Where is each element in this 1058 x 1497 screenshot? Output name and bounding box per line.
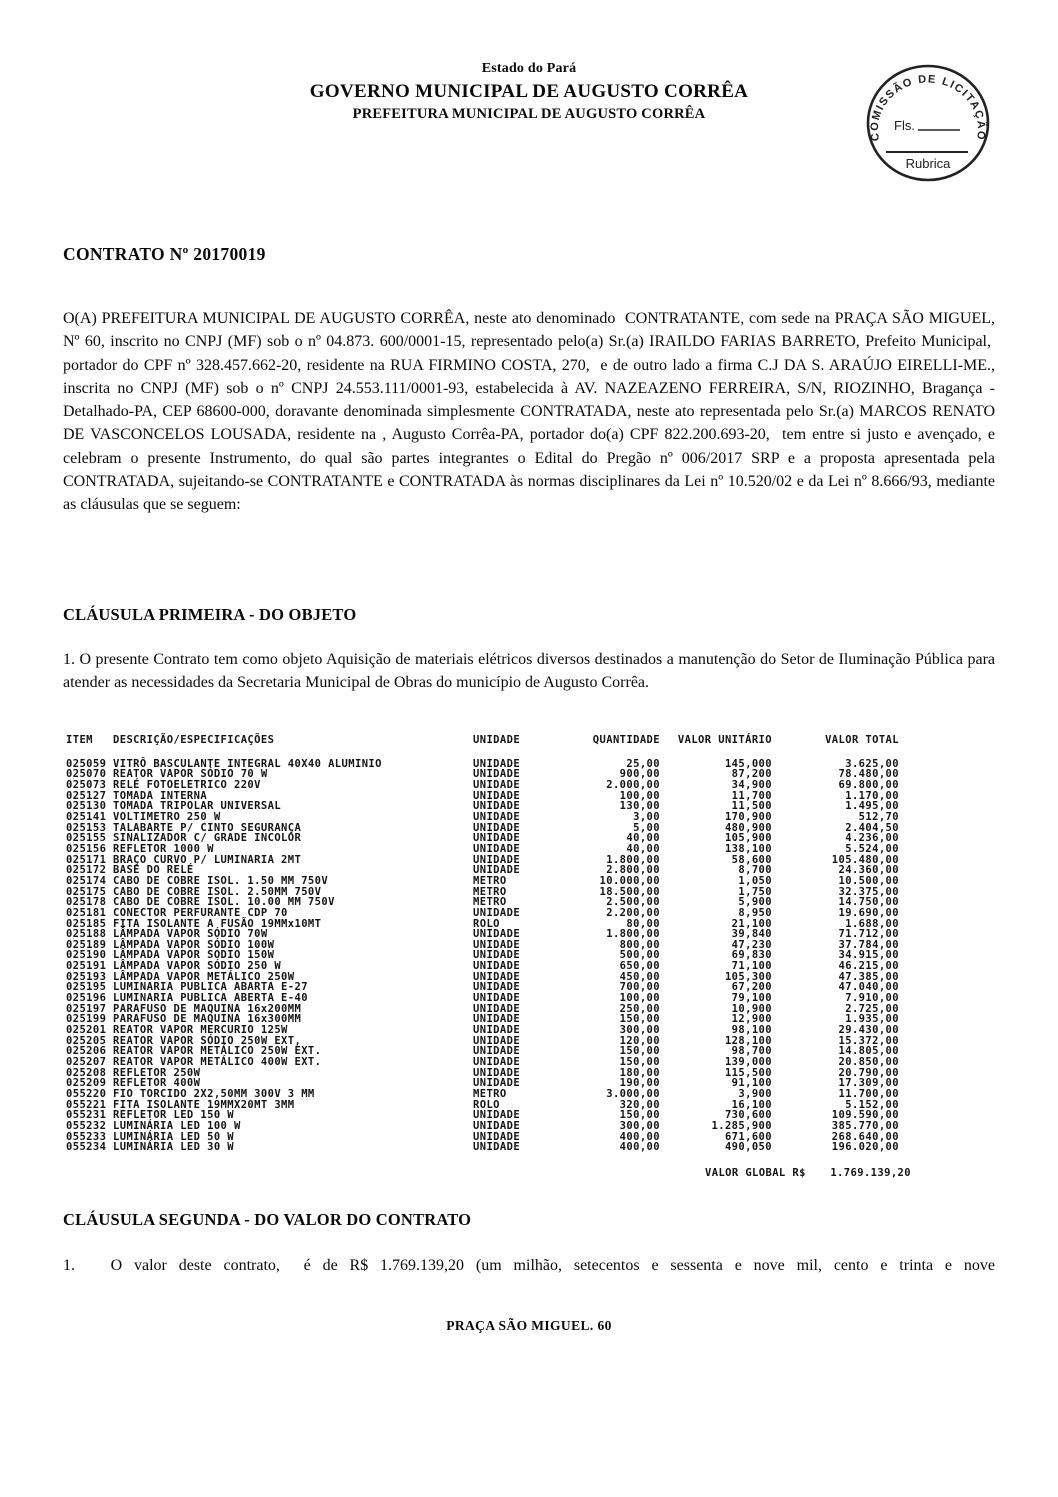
cell-descricao: CABO DE COBRE ISOL. 1.50 MM 750V bbox=[113, 874, 329, 887]
cell-valor-total: 10.500,00 bbox=[838, 874, 899, 887]
cell-descricao: SINALIZADOR C/ GRADE INCOLOR bbox=[113, 832, 302, 845]
cell-item: 025172 bbox=[66, 864, 107, 877]
cell-unidade: UNIDADE bbox=[473, 768, 521, 781]
cell-descricao: REFLETOR 250W bbox=[113, 1066, 201, 1079]
cell-item: 055232 bbox=[66, 1119, 107, 1132]
cell-unidade: METRO bbox=[473, 1088, 507, 1100]
cell-unidade: UNIDADE bbox=[473, 1013, 521, 1026]
cell-unidade: ROLO bbox=[473, 917, 500, 930]
licitation-stamp bbox=[864, 62, 992, 184]
cell-item: 025195 bbox=[66, 981, 107, 994]
cell-unidade: UNIDADE bbox=[473, 778, 521, 791]
cell-descricao: LÂMPADA VAPOR METÁLICO 250W bbox=[113, 970, 295, 983]
cell-valor-unitario: 91,100 bbox=[731, 1077, 772, 1090]
cell-quantidade: 150,00 bbox=[619, 1056, 660, 1069]
cell-item: 025206 bbox=[66, 1045, 107, 1058]
cell-quantidade: 320,00 bbox=[619, 1098, 660, 1111]
col-header-unidade: UNIDADE bbox=[473, 734, 521, 746]
cell-item: 025190 bbox=[66, 949, 107, 962]
cell-valor-total: 109.590,00 bbox=[831, 1109, 899, 1122]
cell-valor-total: 2.725,00 bbox=[845, 1002, 899, 1015]
cell-valor-total: 1.688,00 bbox=[845, 917, 899, 930]
cell-unidade: UNIDADE bbox=[473, 1045, 521, 1058]
cell-unidade: UNIDADE bbox=[473, 1066, 521, 1079]
cell-descricao: TOMADA TRIPOLAR UNIVERSAL bbox=[113, 800, 282, 813]
cell-quantidade: 450,00 bbox=[619, 970, 660, 983]
cell-valor-unitario: 16,100 bbox=[731, 1098, 772, 1111]
cell-valor-total: 268.640,00 bbox=[831, 1130, 899, 1143]
cell-quantidade: 150,00 bbox=[619, 1045, 660, 1058]
cell-unidade: UNIDADE bbox=[473, 1056, 521, 1069]
cell-quantidade: 800,00 bbox=[619, 938, 660, 951]
item-row bbox=[66, 812, 899, 823]
cell-quantidade: 190,00 bbox=[619, 1077, 660, 1090]
clause1-body: 1. O presente Contrato tem como objeto Aquisição de materiais elétricos diversos destinados a manutenção do Setor de Iluminação Pública para atender as necessidades da Secretaria Municipal de Obras do município de Augusto Corrêa. bbox=[63, 651, 995, 692]
cell-quantidade: 40,00 bbox=[626, 842, 660, 855]
cell-unidade: UNIDADE bbox=[473, 1024, 521, 1037]
cell-unidade: UNIDADE bbox=[473, 853, 521, 866]
cell-item: 025155 bbox=[66, 832, 107, 845]
clause1-heading: CLÁUSULA PRIMEIRA - DO OBJETO bbox=[63, 605, 357, 624]
items-table bbox=[66, 735, 899, 1153]
cell-descricao: LUMINÁRIA LED 100 W bbox=[113, 1119, 241, 1132]
global-total-label: VALOR GLOBAL R$ bbox=[705, 1167, 806, 1179]
item-row bbox=[66, 908, 899, 919]
cell-valor-unitario: 11,500 bbox=[731, 800, 772, 813]
cell-descricao: REFLETOR 400W bbox=[113, 1077, 201, 1090]
cell-quantidade: 2.800,00 bbox=[606, 864, 660, 877]
stamp-rubrica-label: Rubrica bbox=[905, 156, 951, 171]
cell-valor-total: 1.495,00 bbox=[845, 800, 899, 813]
cell-valor-unitario: 47,230 bbox=[731, 938, 772, 951]
cell-unidade: UNIDADE bbox=[473, 992, 521, 1005]
cell-item: 055221 bbox=[66, 1098, 107, 1111]
stamp-fls-label: Fls. bbox=[894, 118, 915, 133]
cell-item: 055233 bbox=[66, 1130, 107, 1143]
cell-valor-unitario: 3,900 bbox=[738, 1088, 772, 1100]
cell-quantidade: 180,00 bbox=[619, 1066, 660, 1079]
cell-valor-total: 69.800,00 bbox=[838, 778, 899, 791]
cell-unidade: METRO bbox=[473, 874, 507, 887]
cell-descricao: LUMINÁRIA LED 50 W bbox=[113, 1130, 234, 1143]
cell-valor-unitario: 5,900 bbox=[738, 896, 772, 909]
cell-valor-unitario: 1,050 bbox=[738, 874, 772, 887]
cell-valor-unitario: 671,600 bbox=[724, 1130, 772, 1143]
cell-descricao: LUMINARIA PUBLICA ABARTA E-27 bbox=[113, 981, 308, 994]
cell-quantidade: 10.000,00 bbox=[599, 874, 660, 887]
cell-valor-unitario: 115,500 bbox=[724, 1066, 772, 1079]
cell-valor-unitario: 71,100 bbox=[731, 960, 772, 973]
cell-item: 025073 bbox=[66, 778, 107, 791]
cell-quantidade: 700,00 bbox=[619, 981, 660, 994]
cell-valor-total: 32.375,00 bbox=[838, 885, 899, 898]
cell-descricao: REATOR VAPOR SÓDIO 250W EXT, bbox=[113, 1034, 302, 1047]
cell-descricao: PARAFUSO DE MAQUINA 16x300MM bbox=[113, 1013, 302, 1026]
cell-quantidade: 1.800,00 bbox=[606, 853, 660, 866]
cell-descricao: REATOR VAPOR SÓDIO 70 W bbox=[113, 768, 268, 781]
cell-valor-total: 14.805,00 bbox=[838, 1045, 899, 1058]
cell-valor-unitario: 139,000 bbox=[724, 1056, 772, 1069]
col-header-descricao: DESCRIÇÃO/ESPECIFICAÇÕES bbox=[113, 734, 275, 746]
cell-quantidade: 650,00 bbox=[619, 960, 660, 973]
cell-quantidade: 300,00 bbox=[619, 1024, 660, 1037]
cell-item: 055231 bbox=[66, 1109, 107, 1122]
item-row bbox=[66, 844, 899, 855]
cell-valor-total: 46.215,00 bbox=[838, 960, 899, 973]
cell-valor-unitario: 39,840 bbox=[731, 928, 772, 941]
cell-valor-unitario: 21,100 bbox=[731, 917, 772, 930]
cell-valor-total: 3.625,00 bbox=[845, 757, 899, 770]
cell-unidade: UNIDADE bbox=[473, 789, 521, 802]
cell-valor-total: 78.480,00 bbox=[838, 768, 899, 781]
cell-valor-total: 11.700,00 bbox=[838, 1088, 899, 1100]
cell-valor-total: 14.750,00 bbox=[838, 896, 899, 909]
cell-valor-unitario: 730,600 bbox=[724, 1109, 772, 1122]
cell-valor-total: 15.372,00 bbox=[838, 1034, 899, 1047]
cell-valor-total: 71.712,00 bbox=[838, 928, 899, 941]
footer-address: PRAÇA SÃO MIGUEL. 60 bbox=[446, 1318, 612, 1333]
cell-item: 025174 bbox=[66, 874, 107, 887]
cell-item: 055220 bbox=[66, 1088, 107, 1100]
cell-quantidade: 150,00 bbox=[619, 1013, 660, 1026]
cell-valor-unitario: 145,000 bbox=[724, 757, 772, 770]
cell-quantidade: 18.500,00 bbox=[599, 885, 660, 898]
cell-item: 025185 bbox=[66, 917, 107, 930]
cell-valor-total: 37.784,00 bbox=[838, 938, 899, 951]
header-state-line: Estado do Pará bbox=[481, 61, 577, 76]
col-header-item: ITEM bbox=[66, 734, 93, 746]
header-prefecture-line: PREFEITURA MUNICIPAL DE AUGUSTO CORRÊA bbox=[352, 106, 706, 123]
cell-item: 025196 bbox=[66, 992, 107, 1005]
cell-quantidade: 80,00 bbox=[626, 917, 660, 930]
cell-unidade: UNIDADE bbox=[473, 1077, 521, 1090]
cell-unidade: UNIDADE bbox=[473, 757, 521, 770]
cell-item: 025189 bbox=[66, 938, 107, 951]
cell-valor-unitario: 58,600 bbox=[731, 853, 772, 866]
cell-quantidade: 400,00 bbox=[619, 1130, 660, 1143]
cell-descricao: FIO TORCIDO 2X2,50MM 300V 3 MM bbox=[113, 1088, 315, 1100]
cell-valor-total: 385.770,00 bbox=[831, 1119, 899, 1132]
cell-valor-unitario: 10,900 bbox=[731, 1002, 772, 1015]
cell-item: 025178 bbox=[66, 896, 107, 909]
col-header-valor-total: VALOR TOTAL bbox=[825, 734, 899, 746]
cell-descricao: FITA ISOLANTE A FUSÃO 19MMx10MT bbox=[113, 917, 322, 930]
global-total-line bbox=[705, 1167, 911, 1179]
cell-unidade: UNIDADE bbox=[473, 1002, 521, 1015]
cell-valor-total: 47.385,00 bbox=[838, 970, 899, 983]
cell-valor-unitario: 79,100 bbox=[731, 992, 772, 1005]
cell-valor-total: 34.915,00 bbox=[838, 949, 899, 962]
cell-item: 025153 bbox=[66, 821, 107, 834]
cell-unidade: UNIDADE bbox=[473, 832, 521, 845]
cell-valor-unitario: 480,900 bbox=[724, 821, 772, 834]
cell-item: 025181 bbox=[66, 906, 107, 919]
cell-descricao: LUMINÁRIA LED 30 W bbox=[113, 1141, 234, 1154]
cell-item: 025208 bbox=[66, 1066, 107, 1079]
cell-item: 025059 bbox=[66, 757, 107, 770]
cell-quantidade: 130,00 bbox=[619, 800, 660, 813]
cell-valor-total: 1.935,00 bbox=[845, 1013, 899, 1026]
cell-unidade: UNIDADE bbox=[473, 864, 521, 877]
cell-descricao: LUMINARIA PUBLICA ABERTA E-40 bbox=[113, 992, 308, 1005]
cell-descricao: REATOR VAPOR METÁLICO 400W EXT. bbox=[113, 1056, 322, 1069]
cell-valor-total: 512,70 bbox=[858, 810, 899, 823]
cell-descricao: PARAFUSO DE MAQUINA 16x200MM bbox=[113, 1002, 302, 1015]
cell-valor-total: 4.236,00 bbox=[845, 832, 899, 845]
cell-valor-unitario: 1.285,900 bbox=[711, 1119, 772, 1132]
cell-unidade: ROLO bbox=[473, 1098, 500, 1111]
cell-valor-total: 7.910,00 bbox=[845, 992, 899, 1005]
cell-valor-unitario: 170,900 bbox=[724, 810, 772, 823]
stamp-arc-text: COMISSÃO DE LICITAÇÃO bbox=[868, 73, 988, 142]
cell-quantidade: 1.800,00 bbox=[606, 928, 660, 941]
cell-valor-total: 5.152,00 bbox=[845, 1098, 899, 1111]
cell-unidade: UNIDADE bbox=[473, 810, 521, 823]
cell-valor-unitario: 138,100 bbox=[724, 842, 772, 855]
cell-unidade: UNIDADE bbox=[473, 1034, 521, 1047]
cell-unidade: UNIDADE bbox=[473, 1109, 521, 1122]
cell-quantidade: 900,00 bbox=[619, 768, 660, 781]
cell-item: 025070 bbox=[66, 768, 107, 781]
cell-unidade: UNIDADE bbox=[473, 842, 521, 855]
cell-descricao: LÂMPADA VAPOR SÓDIO 100W bbox=[113, 938, 275, 951]
cell-valor-unitario: 98,100 bbox=[731, 1024, 772, 1037]
cell-item: 025207 bbox=[66, 1056, 107, 1069]
cell-item: 025193 bbox=[66, 970, 107, 983]
cell-valor-unitario: 69,830 bbox=[731, 949, 772, 962]
cell-unidade: UNIDADE bbox=[473, 1119, 521, 1132]
cell-valor-unitario: 34,900 bbox=[731, 778, 772, 791]
cell-quantidade: 2.000,00 bbox=[606, 778, 660, 791]
cell-valor-total: 20.790,00 bbox=[838, 1066, 899, 1079]
cell-unidade: UNIDADE bbox=[473, 1130, 521, 1143]
cell-descricao: BASE DO RELÉ bbox=[113, 864, 194, 877]
cell-quantidade: 250,00 bbox=[619, 1002, 660, 1015]
cell-descricao: LÂMPADA VAPOR SÓDIO 250 W bbox=[113, 960, 282, 973]
cell-item: 025127 bbox=[66, 789, 107, 802]
cell-unidade: METRO bbox=[473, 896, 507, 909]
cell-descricao: CONECTOR PERFURANTE CDP 70 bbox=[113, 906, 288, 919]
col-header-quantidade: QUANTIDADE bbox=[592, 734, 660, 746]
cell-item: 025205 bbox=[66, 1034, 107, 1047]
cell-item: 025175 bbox=[66, 885, 107, 898]
cell-descricao: LÂMPADA VAPOR SÓDIO 70W bbox=[113, 928, 268, 941]
cell-descricao: REFLETOR 1000 W bbox=[113, 842, 214, 855]
cell-valor-unitario: 87,200 bbox=[731, 768, 772, 781]
cell-valor-total: 20.850,00 bbox=[838, 1056, 899, 1069]
cell-quantidade: 5,00 bbox=[633, 821, 660, 834]
cell-descricao: REATOR VAPOR METÁLICO 250W EXT. bbox=[113, 1045, 322, 1058]
cell-valor-unitario: 105,300 bbox=[724, 970, 772, 983]
cell-item: 025130 bbox=[66, 800, 107, 813]
cell-valor-total: 24.360,00 bbox=[838, 864, 899, 877]
cell-quantidade: 100,00 bbox=[619, 789, 660, 802]
header-government-line: GOVERNO MUNICIPAL DE AUGUSTO CORRÊA bbox=[309, 80, 749, 102]
cell-descricao: VITRÔ BASCULANTE INTEGRAL 40X40 ALUMINIO bbox=[113, 757, 382, 770]
cell-unidade: UNIDADE bbox=[473, 960, 521, 973]
cell-unidade: UNIDADE bbox=[473, 906, 521, 919]
cell-descricao: TALABARTE P/ CINTO SEGURANÇA bbox=[113, 821, 302, 834]
cell-unidade: UNIDADE bbox=[473, 938, 521, 951]
cell-quantidade: 100,00 bbox=[619, 992, 660, 1005]
cell-descricao: REFLETOR LED 150 W bbox=[113, 1109, 234, 1122]
cell-descricao: RELÉ FOTOELETRICO 220V bbox=[113, 778, 261, 791]
cell-valor-unitario: 8,950 bbox=[738, 906, 772, 919]
cell-item: 025171 bbox=[66, 853, 107, 866]
cell-unidade: METRO bbox=[473, 885, 507, 898]
cell-valor-total: 17.309,00 bbox=[838, 1077, 899, 1090]
stamp-seal-icon bbox=[864, 62, 992, 184]
item-row bbox=[66, 1142, 899, 1153]
cell-descricao: TOMADA INTERNA bbox=[113, 789, 208, 802]
cell-quantidade: 40,00 bbox=[626, 832, 660, 845]
cell-unidade: UNIDADE bbox=[473, 928, 521, 941]
global-total-value: 1.769.139,20 bbox=[830, 1167, 911, 1179]
cell-valor-total: 5.524,00 bbox=[845, 842, 899, 855]
cell-item: 025201 bbox=[66, 1024, 107, 1037]
cell-valor-total: 1.170,00 bbox=[845, 789, 899, 802]
cell-valor-unitario: 8,700 bbox=[738, 864, 772, 877]
contract-title: CONTRATO Nº 20170019 bbox=[63, 244, 266, 264]
cell-quantidade: 3.000,00 bbox=[606, 1088, 660, 1100]
cell-descricao: BRAÇO CURVO P/ LUMINARIA 2MT bbox=[113, 853, 302, 866]
cell-quantidade: 25,00 bbox=[626, 757, 660, 770]
cell-unidade: UNIDADE bbox=[473, 970, 521, 983]
cell-valor-total: 47.040,00 bbox=[838, 981, 899, 994]
intro-paragraph: O(A) PREFEITURA MUNICIPAL DE AUGUSTO CORRÊA, neste ato denominado CONTRATANTE, com sede na PRAÇA SÃO MIGUEL, Nº 60, inscrito no CNPJ (MF) sob o nº 04.873. 600/0001-15, representado pelo(a) Sr.(a) IRAILDO FARIAS BARRETO, Prefeito Municipal, portador do CPF nº 328.457.662-20, residente na RUA FIRMINO COSTA, 270, e de outro lado a firma C.J DA S. ARAÚJO EIRELLI-ME., inscrita no CNPJ (MF) sob o nº CNPJ 24.553.111/0001-93, estabelecida à AV. NAZEAZENO FERREIRA, S/N, RIOZINHO, Bragança - Detalhado-PA, CEP 68600-000, doravante denominada simplesmente CONTRATADA, neste ato representada pelo Sr.(a) MARCOS RENATO DE VASCONCELOS LOUSADA, residente na , Augusto Corrêa-PA, portador do(a) CPF 822.200.693-20, tem entre si justo e avençado, e celebram o presente Instrumento, do qual são partes integrantes o Edital do Pregão nº 006/2017 SRP e a proposta apresentada pela CONTRATADA, sujeitando-se CONTRATANTE e CONTRATADA às normas disciplinares da Lei nº 10.520/02 e da Lei nº 8.666/93, mediante as cláusulas que se seguem: bbox=[63, 310, 995, 514]
cell-quantidade: 500,00 bbox=[619, 949, 660, 962]
item-row bbox=[66, 876, 899, 887]
cell-valor-total: 29.430,00 bbox=[838, 1024, 899, 1037]
cell-valor-total: 105.480,00 bbox=[831, 853, 899, 866]
items-table-body bbox=[66, 759, 899, 1153]
cell-item: 025197 bbox=[66, 1002, 107, 1015]
cell-unidade: UNIDADE bbox=[473, 821, 521, 834]
cell-valor-unitario: 11,700 bbox=[731, 789, 772, 802]
cell-descricao: CABO DE COBRE ISOL. 10.00 MM 750V bbox=[113, 896, 335, 909]
cell-quantidade: 400,00 bbox=[619, 1141, 660, 1154]
cell-unidade: UNIDADE bbox=[473, 981, 521, 994]
cell-descricao: LÂMPADA VAPOR SODIO 150W bbox=[113, 949, 275, 962]
cell-valor-total: 19.690,00 bbox=[838, 906, 899, 919]
cell-quantidade: 2.500,00 bbox=[606, 896, 660, 909]
cell-item: 025188 bbox=[66, 928, 107, 941]
cell-quantidade: 3,00 bbox=[633, 810, 660, 823]
cell-unidade: UNIDADE bbox=[473, 949, 521, 962]
cell-quantidade: 150,00 bbox=[619, 1109, 660, 1122]
cell-descricao: VOLTIMETRO 250 W bbox=[113, 810, 221, 823]
items-table-header-row bbox=[66, 735, 899, 759]
cell-item: 025156 bbox=[66, 842, 107, 855]
cell-quantidade: 300,00 bbox=[619, 1119, 660, 1132]
cell-item: 025141 bbox=[66, 810, 107, 823]
cell-valor-total: 2.404,50 bbox=[845, 821, 899, 834]
cell-item: 025199 bbox=[66, 1013, 107, 1026]
cell-quantidade: 120,00 bbox=[619, 1034, 660, 1047]
cell-item: 055234 bbox=[66, 1141, 107, 1154]
cell-descricao: FITA ISOLANTE 19MMX20MT 3MM bbox=[113, 1098, 295, 1111]
cell-unidade: UNIDADE bbox=[473, 1141, 521, 1154]
cell-valor-unitario: 105,900 bbox=[724, 832, 772, 845]
cell-descricao: CABO DE COBRE ISOL. 2.50MM 750V bbox=[113, 885, 322, 898]
cell-valor-total: 196.020,00 bbox=[831, 1141, 899, 1154]
col-header-valor-unitario: VALOR UNITÁRIO bbox=[677, 734, 772, 746]
cell-valor-unitario: 67,200 bbox=[731, 981, 772, 994]
cell-valor-unitario: 98,700 bbox=[731, 1045, 772, 1058]
cell-valor-unitario: 1,750 bbox=[738, 885, 772, 898]
cell-item: 025209 bbox=[66, 1077, 107, 1090]
cell-valor-unitario: 128,100 bbox=[724, 1034, 772, 1047]
cell-quantidade: 2.200,00 bbox=[606, 906, 660, 919]
cell-valor-unitario: 490,050 bbox=[724, 1141, 772, 1154]
cell-item: 025191 bbox=[66, 960, 107, 973]
cell-unidade: UNIDADE bbox=[473, 800, 521, 813]
cell-descricao: REATOR VAPOR MERCURIO 125W bbox=[113, 1024, 288, 1037]
clause2-body: 1. O valor deste contrato, é de R$ 1.769.139,20 (um milhão, setecentos e sessenta e nove mil, cento e trinta e nove bbox=[63, 1257, 995, 1274]
cell-valor-unitario: 12,900 bbox=[731, 1013, 772, 1026]
clause2-heading: CLÁUSULA SEGUNDA - DO VALOR DO CONTRATO bbox=[63, 1210, 472, 1229]
